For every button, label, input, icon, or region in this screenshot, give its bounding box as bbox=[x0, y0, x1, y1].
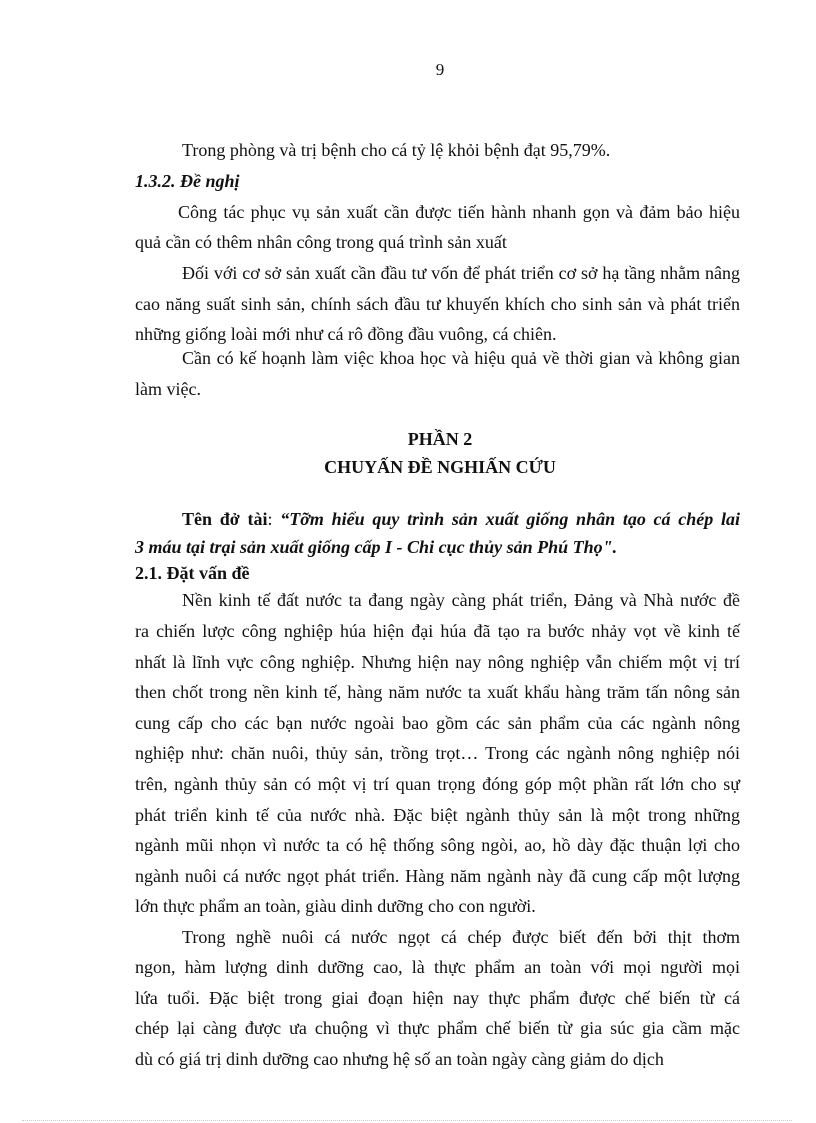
paragraph-line: Nền kinh tế đất nước ta đang ngày càng phát triển, Đảng và Nhà nước đề bbox=[182, 590, 740, 610]
paragraph-line: cung cấp cho các bạn nước ngoài bao gồm các sản phẩm của các ngành nông bbox=[135, 713, 740, 733]
paragraph-line: làm việc. bbox=[135, 379, 201, 399]
paragraph-line: quả cần có thêm nhân công trong quá trình sản xuất bbox=[135, 232, 507, 252]
topic-label: Tên đở tài bbox=[182, 509, 268, 529]
paragraph-line: chép lại càng được ưa chuộng vì thực phẩm chế biến từ gia súc gia cầm mặc bbox=[135, 1018, 740, 1038]
paragraph-line: những giống loài mới như cá rô đồng đầu vuông, cá chiên. bbox=[135, 324, 557, 344]
topic-line-1 bbox=[182, 508, 740, 530]
paragraph-line: ngon, hàm lượng dinh dưỡng cao, là thực phẩm an toàn với mọi người mọi bbox=[135, 957, 740, 977]
paragraph-line: ngành nuôi cá nước ngọt phát triển. Hàng năm ngành này đã cung cấp một lượng bbox=[135, 866, 740, 886]
paragraph-line: Trong nghề nuôi cá nước ngọt cá chép được biết đến bởi thịt thơm bbox=[182, 927, 740, 947]
paragraph-line: ra chiến lược công nghiệp húa hiện đại húa đã tạo ra bước nhảy vọt về kinh tế bbox=[135, 621, 740, 641]
part-title: PHẦN 2 bbox=[407, 429, 473, 449]
page-bottom-rule bbox=[22, 1120, 792, 1121]
paragraph-line: cao năng suất sinh sản, chính sách đầu tư khuyến khích cho sinh sản và phát triển bbox=[135, 294, 740, 314]
heading-1-3-2: 1.3.2. Đề nghị bbox=[135, 171, 240, 191]
paragraph-line: phát triển kinh tế của nước nhà. Đặc biệt ngành thủy sản là một trong những bbox=[135, 805, 740, 825]
paragraph-line: lớn thực phẩm an toàn, giàu dinh dưỡng cho con người. bbox=[135, 896, 536, 916]
paragraph-line: lứa tuổi. Đặc biệt trong giai đoạn hiện nay thực phẩm được chế biến từ cá bbox=[135, 988, 740, 1008]
paragraph-line: then chốt trong nền kinh tế, hàng năm nước ta xuất khẩu hàng trăm tấn nông sản bbox=[135, 682, 740, 702]
paragraph-line: Công tác phục vụ sản xuất cần được tiến hành nhanh gọn và đảm bảo hiệu bbox=[178, 202, 740, 222]
paragraph-line: nghiệp như: chăn nuôi, thủy sản, trồng trọt… Trong các ngành nông nghiệp nói bbox=[135, 743, 740, 763]
paragraph-line: ngành mũi nhọn vì nước ta có hệ thống sông ngòi, ao, hồ dày đặc thuận lợi cho bbox=[135, 835, 740, 855]
topic-title: 3 máu tại trại sản xuất giống cấp I - Chi cục thủy sản Phú Thọ". bbox=[135, 537, 618, 557]
intro-line: Trong phòng và trị bệnh cho cá tỷ lệ khỏi bệnh đạt 95,79%. bbox=[182, 140, 611, 160]
part-subtitle: CHUYẤN ĐỀ NGHIẤN CỨU bbox=[324, 457, 556, 477]
paragraph-line: Đối với cơ sở sản xuất cần đầu tư vốn để phát triển cơ sở hạ tầng nhằm nâng bbox=[182, 263, 740, 283]
paragraph-line: nhất là lĩnh vực công nghiệp. Nhưng hiện nay nông nghiệp vẫn chiếm một vị trí bbox=[135, 652, 740, 672]
heading-2-1: 2.1. Đặt vấn đề bbox=[135, 563, 250, 583]
page-number: 9 bbox=[435, 60, 445, 79]
topic-title: “Tỡm hiểu quy trình sản xuất giống nhân tạo cá chép lai bbox=[280, 509, 741, 529]
paragraph-line: trên, ngành thủy sản có một vị trí quan trọng đóng góp một phần rất lớn cho sự bbox=[135, 774, 740, 794]
topic-colon: : bbox=[267, 509, 273, 529]
paragraph-line: Cần có kế hoạnh làm việc khoa học và hiệu quả về thời gian và không gian bbox=[182, 348, 740, 368]
paragraph-line: dù có giá trị dinh dưỡng cao nhưng hệ số an toàn ngày càng giảm do dịch bbox=[135, 1049, 664, 1069]
